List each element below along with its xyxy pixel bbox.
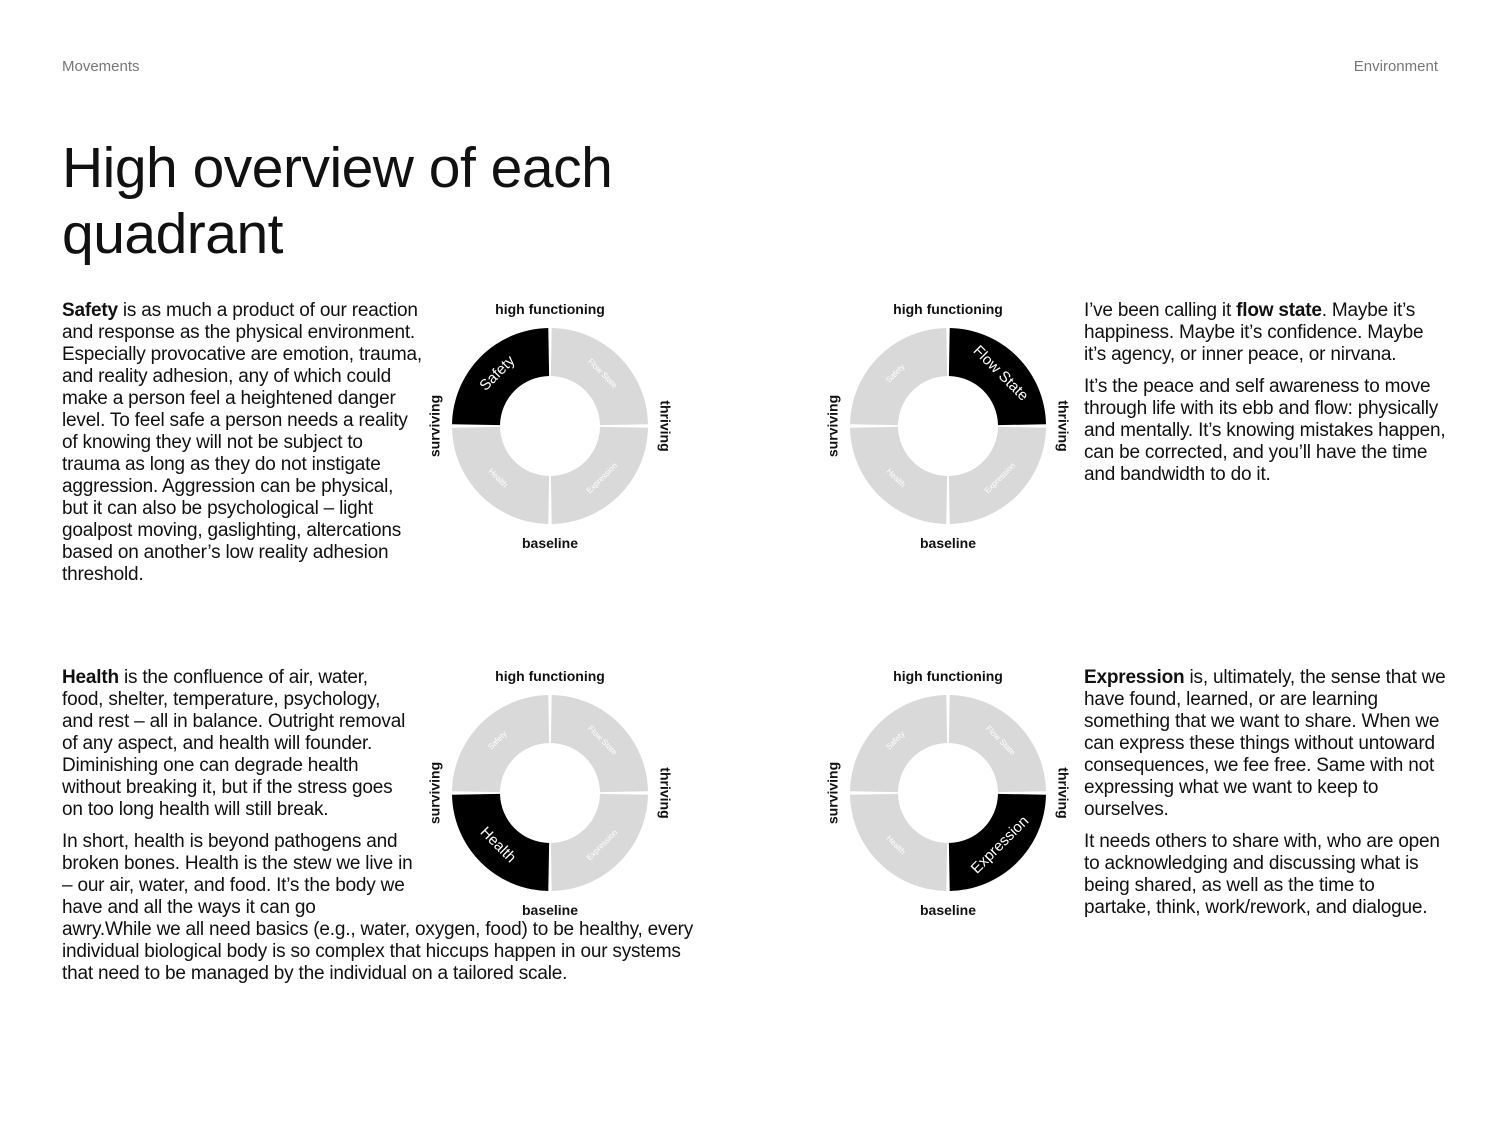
axis-label-bottom: baseline xyxy=(919,902,977,918)
axis-label-top: high functioning xyxy=(495,668,605,684)
quadrant-label-flow-state: Flow State xyxy=(984,723,1018,757)
safety-paragraph-1 xyxy=(62,300,422,586)
quadrant-label-safety: Safety xyxy=(476,352,519,395)
axis-label-left: surviving xyxy=(426,761,443,825)
axis-label-bottom: baseline xyxy=(521,535,579,551)
flow-paragraph-1 xyxy=(1084,300,1446,366)
quadrant-label-expression: Expression xyxy=(584,827,620,863)
flow-paragraph-1-pre: I’ve been calling it xyxy=(1084,300,1237,321)
axis-label-top: high functioning xyxy=(893,668,1003,684)
axis-label-top: high functioning xyxy=(893,301,1003,317)
quadrant-label-flow-state: Flow State xyxy=(586,356,620,390)
quadrant-diagram-svg xyxy=(426,298,674,558)
quadrant-diagram-svg xyxy=(824,298,1072,558)
quadrant-label-safety: Safety xyxy=(884,362,907,385)
page-title: High overview of each quadrant xyxy=(62,136,613,266)
quadrant-label-expression: Expression xyxy=(584,460,620,496)
axis-label-right: thriving xyxy=(1055,400,1072,452)
quadrant-label-health: Health xyxy=(884,833,908,857)
axis-label-left: surviving xyxy=(824,394,841,458)
axis-label-top: high functioning xyxy=(495,301,605,317)
health-paragraph-1 xyxy=(62,667,414,821)
axis-label-right: thriving xyxy=(657,400,674,452)
quadrant-label-flow-state: Flow State xyxy=(969,342,1032,405)
expression-text-block xyxy=(1084,667,1446,929)
flow-paragraph-2: It’s the peace and self awareness to move through life with its ebb and flow: physically and mentally. It’s knowing mistakes happen, can be corrected, and you’ll have the time and bandwidth to do it. xyxy=(1084,376,1446,485)
axis-label-right: thriving xyxy=(1055,767,1072,819)
running-header-right: Environment xyxy=(1353,58,1438,75)
health-paragraph-2-part-1: In short, health is beyond pathogens and broken bones. Health is the stew we live in – our air, water, and food. It’s the body we have and all the ways it can go xyxy=(62,831,413,918)
quadrant-diagram-svg xyxy=(824,665,1072,925)
health-term: Health xyxy=(62,667,119,688)
quadrant-diagram-svg xyxy=(426,665,674,925)
quadrant-label-health: Health xyxy=(476,823,520,867)
quadrant-diagram-health xyxy=(426,665,674,925)
expression-term: Expression xyxy=(1084,667,1185,688)
axis-label-bottom: baseline xyxy=(521,902,579,918)
quadrant-diagram-flow-state xyxy=(824,298,1072,558)
expression-paragraph-2: It needs others to share with, who are open to acknowledging and discussing what is being shared, as well as the time to partake, think, work/rework, and dialogue. xyxy=(1084,831,1440,918)
quadrant-label-safety: Safety xyxy=(486,729,509,752)
quadrant-diagram-safety xyxy=(426,298,674,558)
quadrant-label-flow-state: Flow State xyxy=(586,723,620,757)
quadrant-diagram-expression xyxy=(824,665,1072,925)
axis-label-right: thriving xyxy=(657,767,674,819)
axis-label-left: surviving xyxy=(426,394,443,458)
running-header-left: Movements xyxy=(62,58,140,75)
quadrant-label-safety: Safety xyxy=(884,729,907,752)
quadrant-label-health: Health xyxy=(884,466,908,490)
flow-paragraph-1-text: . Maybe it’s happiness. Maybe it’s confidence. Maybe it’s agency, or inner peace, or nirvana. xyxy=(1084,300,1424,365)
health-paragraph-1-text: is the confluence of air, water, food, shelter, temperature, psychology, and rest – all in balance. Outright removal of any aspect, and health will founder. Diminishing one can degrade health without breaking it, but if the stress goes on too long health will still break. xyxy=(62,667,406,820)
axis-label-left: surviving xyxy=(824,761,841,825)
quadrant-label-expression: Expression xyxy=(967,812,1033,878)
safety-term: Safety xyxy=(62,300,118,321)
health-paragraph-2-part-2: awry.While we all need basics (e.g., water, oxygen, food) to be healthy, every individual biological body is so complex that hiccups happen in our systems that need to be managed by the individual on a tailored scale. xyxy=(62,919,694,984)
flow-text-block xyxy=(1084,300,1446,496)
safety-text-block xyxy=(62,300,422,596)
expression-paragraph-1 xyxy=(1084,667,1446,821)
expression-paragraph-1-text: is, ultimately, the sense that we have found, learned, or are learning something that we want to share. When we can express these things without untoward consequences, we fee free. Same with not expressing what we want to keep to ourselves. xyxy=(1084,667,1446,820)
quadrant-label-health: Health xyxy=(486,466,510,490)
safety-paragraph-1-text: is as much a product of our reaction and response as the physical environment. Especially provocative are emotion, trauma, and reality adhesion, any of which could make a person feel a heightened danger level. To feel safe a person needs a reality of knowing they will not be subject to trauma as long as they do not instigate aggression. Aggression can be physical, but it can also be psychological – light goalpost moving, gaslighting, altercations based on another’s low reality adhesion threshold. xyxy=(62,300,422,585)
axis-label-bottom: baseline xyxy=(919,535,977,551)
quadrant-label-expression: Expression xyxy=(982,460,1018,496)
flow-term: flow state xyxy=(1236,300,1322,321)
